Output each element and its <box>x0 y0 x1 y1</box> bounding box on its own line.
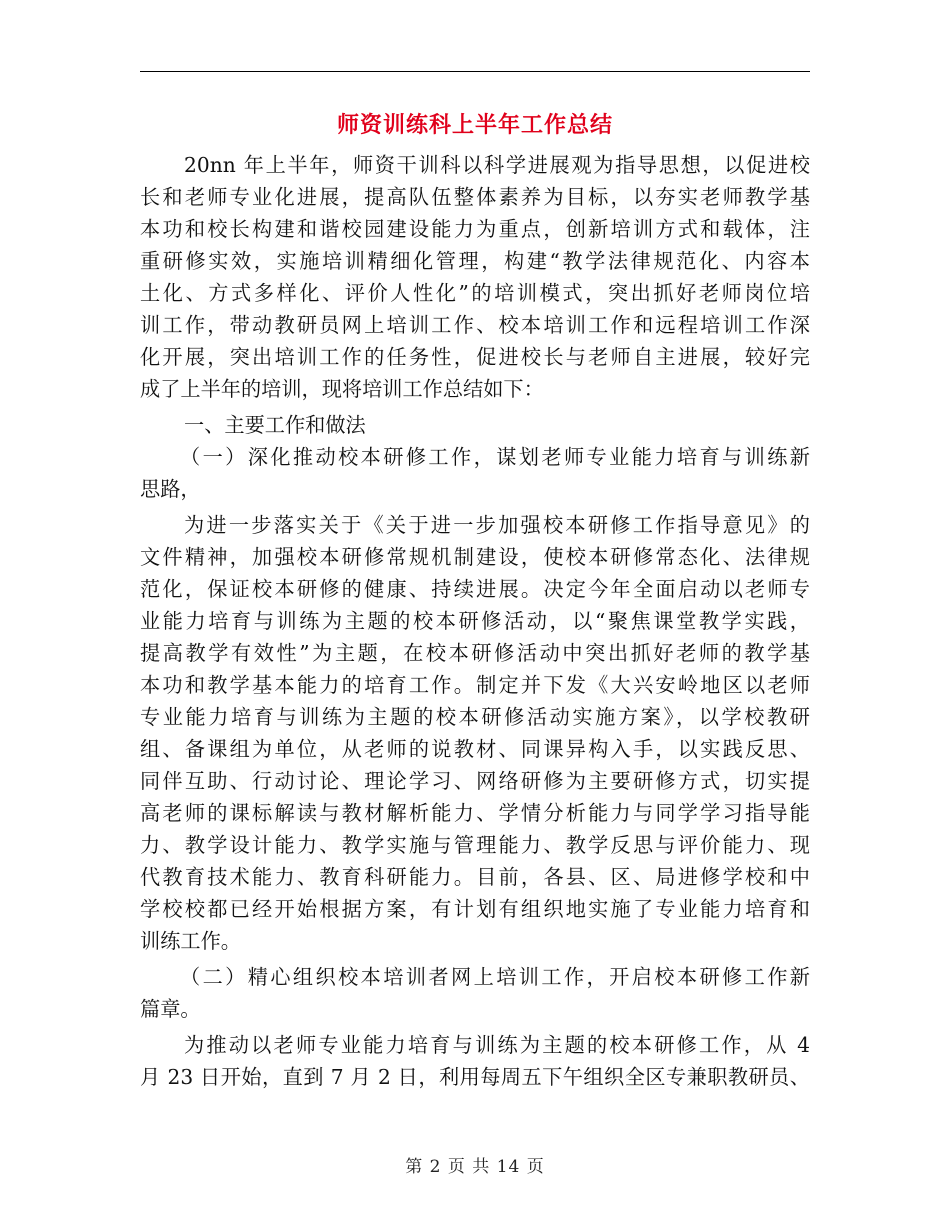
subsection-heading: （二）精心组织校本培训者网上培训工作，开启校本研修工作新 <box>180 965 810 989</box>
paragraph-line: 本功和校长构建和谐校园建设能力为重点，创新培训方式和载体，注 <box>140 217 810 241</box>
paragraph-line: 业能力培育与训练为主题的校本研修活动，以“聚焦课堂教学实践， <box>140 609 810 633</box>
paragraph-line: 提高教学有效性”为主题，在校本研修活动中突出抓好老师的教学基 <box>140 641 810 665</box>
paragraph-line: 学校校都已经开始根据方案，有计划有组织地实施了专业能力培育和 <box>140 897 810 921</box>
paragraph-line: 范化，保证校本研修的健康、持续进展。决定今年全面启动以老师专 <box>140 577 810 601</box>
paragraph-line: 月 23 日开始，直到 7 月 2 日，利用每周五下午组织全区专兼职教研员、 <box>140 1065 810 1089</box>
paragraph-line: 同伴互助、行动讨论、理论学习、网络研修为主要研修方式，切实提 <box>140 769 810 793</box>
paragraph-line: 代教育技术能力、教育科研能力。目前，各县、区、局进修学校和中 <box>140 865 810 889</box>
paragraph-line: 专业能力培育与训练为主题的校本研修活动实施方案》，以学校教研 <box>140 705 810 729</box>
document-title: 师资训练科上半年工作总结 <box>336 113 613 138</box>
paragraph-line: 为进一步落实关于《关于进一步加强校本研修工作指导意见》的 <box>184 513 810 537</box>
paragraph-line: 组、备课组为单位，从老师的说教材、同课异构入手，以实践反思、 <box>140 737 810 761</box>
paragraph-line: 长和老师专业化进展，提高队伍整体素养为目标，以夯实老师教学基 <box>140 185 810 209</box>
paragraph-line: 训练工作。 <box>140 929 241 953</box>
subsection-heading: 篇章。 <box>140 997 201 1021</box>
paragraph-line: 力、教学设计能力、教学实施与管理能力、教学反思与评价能力、现 <box>140 833 810 857</box>
header-rule <box>140 71 810 72</box>
paragraph-line: 本功和教学基本能力的培育工作。制定并下发《大兴安岭地区以老师 <box>140 673 810 697</box>
paragraph-line: 20nn 年上半年，师资干训科以科学进展观为指导思想，以促进校 <box>184 153 810 177</box>
paragraph-line: 训工作，带动教研员网上培训工作、校本培训工作和远程培训工作深 <box>140 313 810 337</box>
paragraph-line: 重研修实效，实施培训精细化管理，构建“教学法律规范化、内容本 <box>140 249 810 273</box>
subsection-heading: （一）深化推动校本研修工作，谋划老师专业能力培育与训练新 <box>180 445 810 469</box>
subsection-heading: 思路， <box>140 477 201 501</box>
paragraph-line: 成了上半年的培训，现将培训工作总结如下： <box>140 377 544 401</box>
paragraph-line: 土化、方式多样化、评价人性化”的培训模式，突出抓好老师岗位培 <box>140 281 810 305</box>
page-indicator: 第 2 页 共 14 页 <box>405 1157 545 1177</box>
paragraph-line: 化开展，突出培训工作的任务性，促进校长与老师自主进展，较好完 <box>140 345 810 369</box>
section-heading: 一、主要工作和做法 <box>184 413 366 437</box>
paragraph-line: 高老师的课标解读与教材解析能力、学情分析能力与同学学习指导能 <box>140 801 810 825</box>
paragraph-line: 文件精神，加强校本研修常规机制建设，使校本研修常态化、法律规 <box>140 545 810 569</box>
paragraph-line: 为推动以老师专业能力培育与训练为主题的校本研修工作，从 4 <box>184 1033 810 1057</box>
